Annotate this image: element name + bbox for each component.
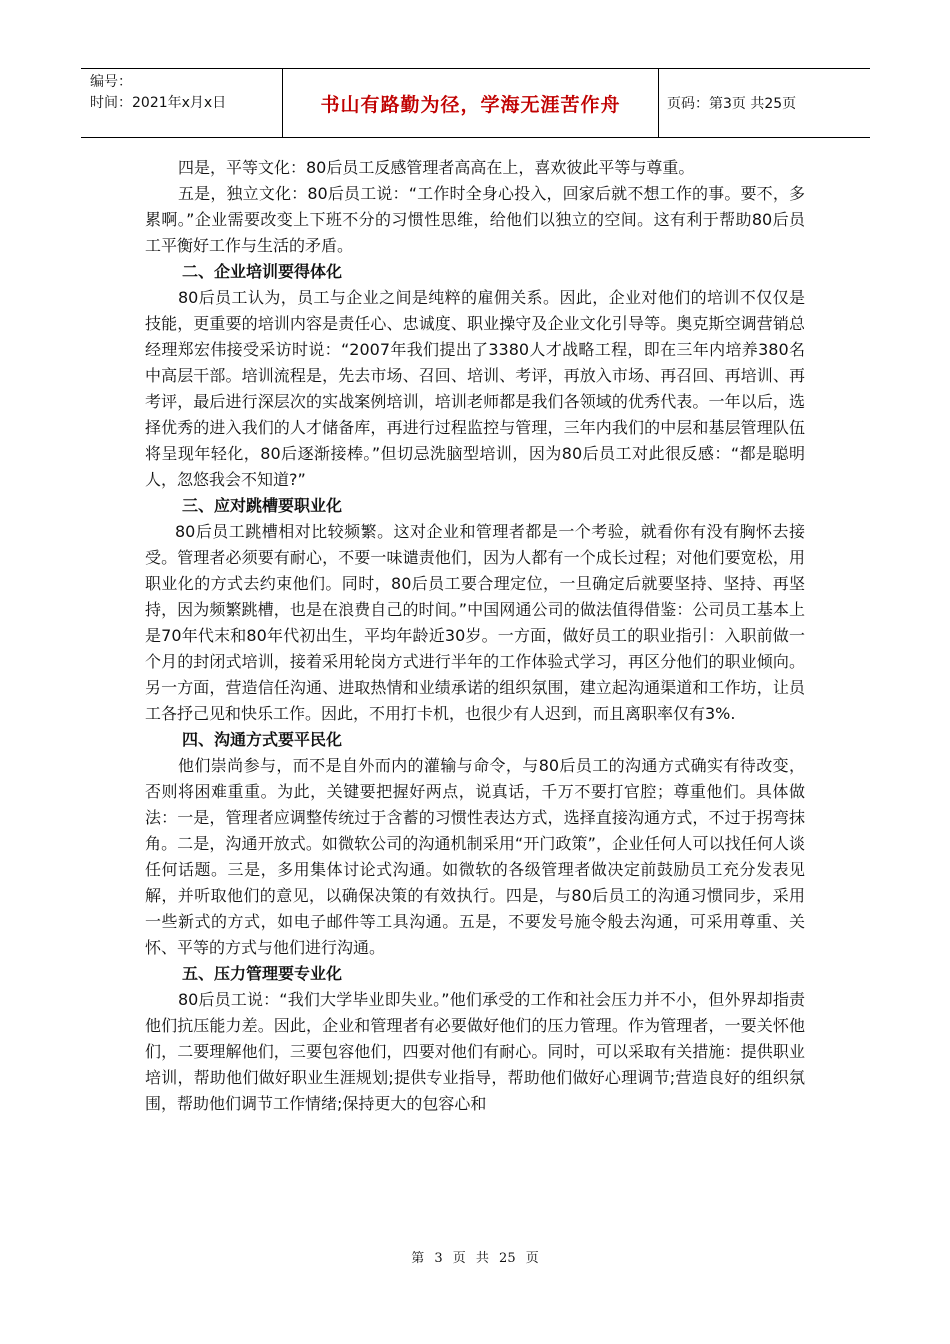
- paragraph-independent-culture: 五是，独立文化：80后员工说：“工作时全身心投入，回家后就不想工作的事。要不，多累啊。”企业需要改变上下班不分的习惯性思维，给他们以独立的空间。这有利于帮助80后员工平衡好工作与生活的矛盾。: [145, 184, 805, 255]
- page-header-table: [81, 68, 870, 138]
- header-meta-cell: [81, 69, 283, 137]
- section-heading-job-hopping: 三、应对跳槽要职业化: [182, 496, 343, 515]
- document-number-label: 编号：: [90, 74, 132, 90]
- paragraph-equality-culture: 四是，平等文化：80后员工反感管理者高高在上，喜欢彼此平等与尊重。: [178, 158, 695, 177]
- section-heading-communication: 四、沟通方式要平民化: [182, 730, 343, 749]
- page-footer: 第 3 页 共 25 页: [411, 1251, 539, 1266]
- paragraph-pressure: 80后员工说：“我们大学毕业即失业。”他们承受的工作和社会压力并不小，但外界却指责他们抗压能力差。因此，企业和管理者有必要做好他们的压力管理。作为管理者，一要关怀他们，二要理解他们，三要包容他们，四要对他们有耐心。同时，可以采取有关措施：提供职业培训，帮助他们做好职业生涯规划;提供专业指导，帮助他们做好心理调节;营造良好的组织氛围，帮助他们调节工作情绪;保持更大的包容心和: [145, 990, 805, 1113]
- paragraph-training: 80后员工认为，员工与企业之间是纯粹的雇佣关系。因此，企业对他们的培训不仅仅是技能，更重要的培训内容是责任心、忠诚度、职业操守及企业文化引导等。奥克斯空调营销总经理郑宏伟接受采访时说：“2007年我们提出了3380人才战略工程，即在三年内培养380名中高层干部。培训流程是，先去市场、召回、培训、考评，再放入市场、再召回、再培训、再考评，最后进行深层次的实战案例培训，培训老师都是我们各领域的优秀代表。一年以后，选择优秀的进入我们的人才储备库，再进行过程监控与管理，三年内我们的中层和基层管理队伍将呈现年轻化，80后逐渐接棒。”但切忌洗脑型培训，因为80后员工对此很反感：“都是聪明人，忽悠我会不知道?”: [145, 288, 805, 489]
- header-motto: 书山有路勤为径，学海无涯苦作舟: [283, 69, 659, 137]
- section-heading-pressure: 五、压力管理要专业化: [182, 964, 343, 983]
- document-date: 时间：2021年x月x日: [90, 95, 227, 111]
- header-page-info: 页码：第3页 共25页: [667, 96, 797, 112]
- section-heading-training: 二、企业培训要得体化: [182, 262, 343, 281]
- paragraph-job-hopping: 80后员工跳槽相对比较频繁。这对企业和管理者都是一个考验，就看你有没有胸怀去接受。管理者必须要有耐心，不要一味谴责他们，因为人都有一个成长过程；对他们要宽松，用职业化的方式去约束他们。同时，80后员工要合理定位，一旦确定后就要坚持、坚持、再坚持，因为频繁跳槽，也是在浪费自己的时间。”中国网通公司的做法值得借鉴：公司员工基本上是70年代末和80年代初出生，平均年龄近30岁。一方面，做好员工的职业指引：入职前做一个月的封闭式培训，接着采用轮岗方式进行半年的工作体验式学习，再区分他们的职业倾向。另一方面，营造信任沟通、进取热情和业绩承诺的组织氛围，建立起沟通渠道和工作坊，让员工各抒己见和快乐工作。因此，不用打卡机，也很少有人迟到，而且离职率仅有3%.: [145, 522, 805, 723]
- document-body: [145, 155, 805, 1117]
- paragraph-communication: 他们崇尚参与，而不是自外而内的灌输与命令，与80后员工的沟通方式确实有待改变，否则将困难重重。为此，关键要把握好两点，说真话，千万不要打官腔；尊重他们。具体做法：一是，管理者应调整传统过于含蓄的习惯性表达方式，选择直接沟通方式，不过于拐弯抹角。二是，沟通开放式。如微软公司的沟通机制采用“开门政策”，企业任何人可以找任何人谈任何话题。三是，多用集体讨论式沟通。如微软的各级管理者做决定前鼓励员工充分发表见解，并听取他们的意见，以确保决策的有效执行。四是，与80后员工的沟通习惯同步，采用一些新式的方式，如电子邮件等工具沟通。五是，不要发号施令般去沟通，可采用尊重、关怀、平等的方式与他们进行沟通。: [145, 756, 805, 957]
